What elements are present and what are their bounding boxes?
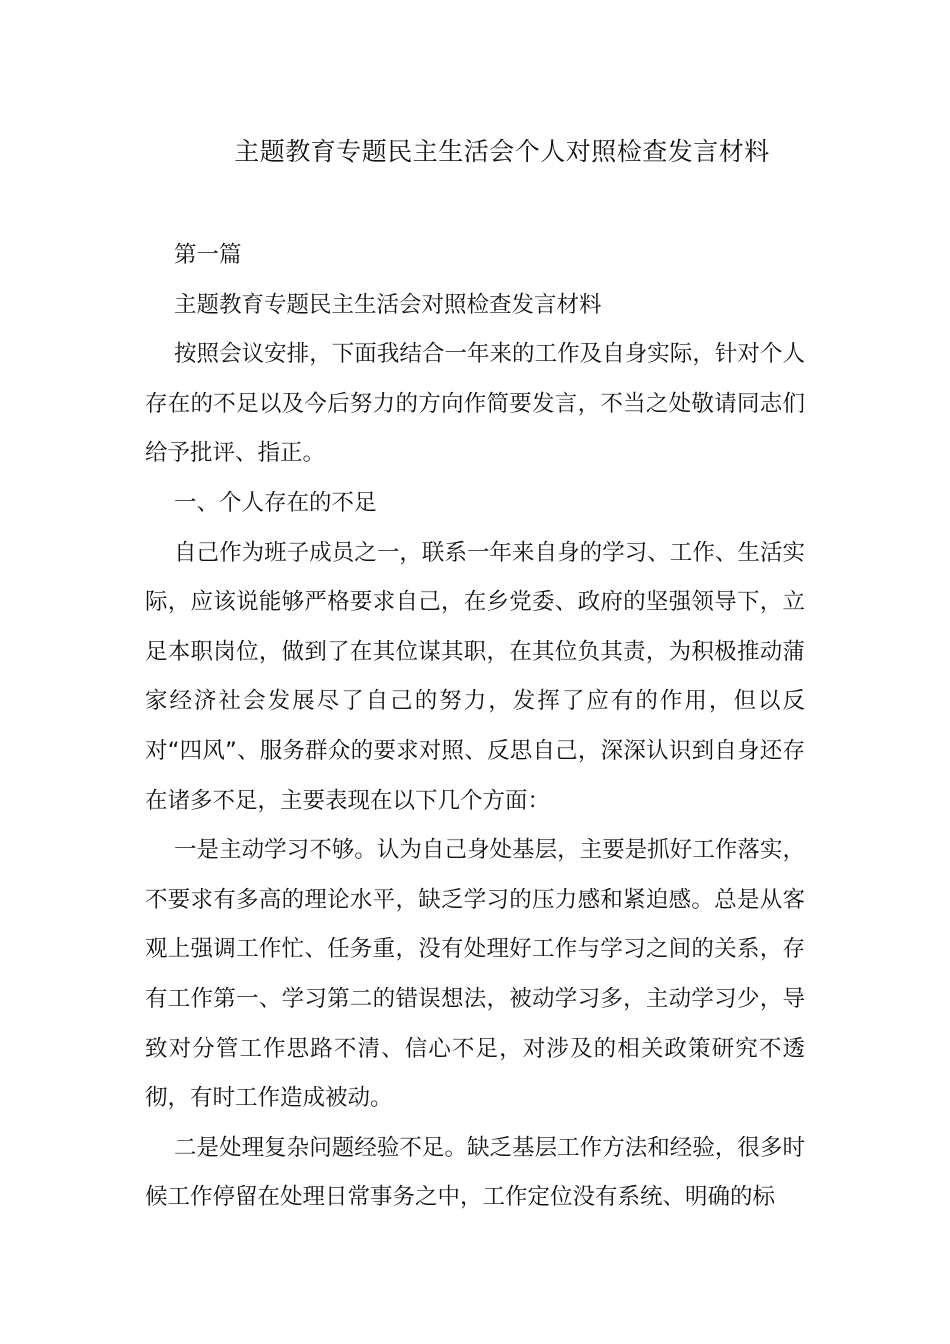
paragraph-intro: 按照会议安排，下面我结合一年来的工作及自身实际，针对个人存在的不足以及今后努力的方向作简要发言，不当之处敬请同志们给予批评、指正。	[145, 341, 805, 467]
subtitle: 主题教育专题民主生活会对照检查发言材料	[174, 291, 602, 318]
paragraph-overview: 自己作为班子成员之一，联系一年来自身的学习、工作、生活实际，应该说能够严格要求自己，在乡党委、政府的坚强领导下，立足本职岗位，做到了在其位谋其职，在其位负其责，为积极推动蒲家经济社会发展尽了自己的努力，发挥了应有的作用，但以反对“四风”、服务群众的要求对照、反思自己，深深认识到自身还存在诸多不足，主要表现在以下几个方面：	[145, 539, 805, 814]
section-label: 第一篇	[174, 242, 242, 268]
section-heading: 一、个人存在的不足	[174, 489, 377, 516]
paragraph-point-one: 一是主动学习不够。认为自己身处基层，主要是抓好工作落实，不要求有多高的理论水平，缺乏学习的压力感和紧迫感。总是从客观上强调工作忙、任务重，没有处理好工作与学习之间的关系，存有工作第一、学习第二的错误想法，被动学习多，主动学习少，导致对分管工作思路不清、信心不足，对涉及的相关政策研究不透彻，有时工作造成被动。	[145, 837, 805, 1112]
document-body	[145, 231, 805, 1223]
document-title: 主题教育专题民主生活会个人对照检查发言材料	[234, 137, 770, 166]
paragraph-point-two: 二是处理复杂问题经验不足。缺乏基层工作方法和经验，很多时候工作停留在处理日常事务之中，工作定位没有系统、明确的标	[145, 1134, 805, 1211]
